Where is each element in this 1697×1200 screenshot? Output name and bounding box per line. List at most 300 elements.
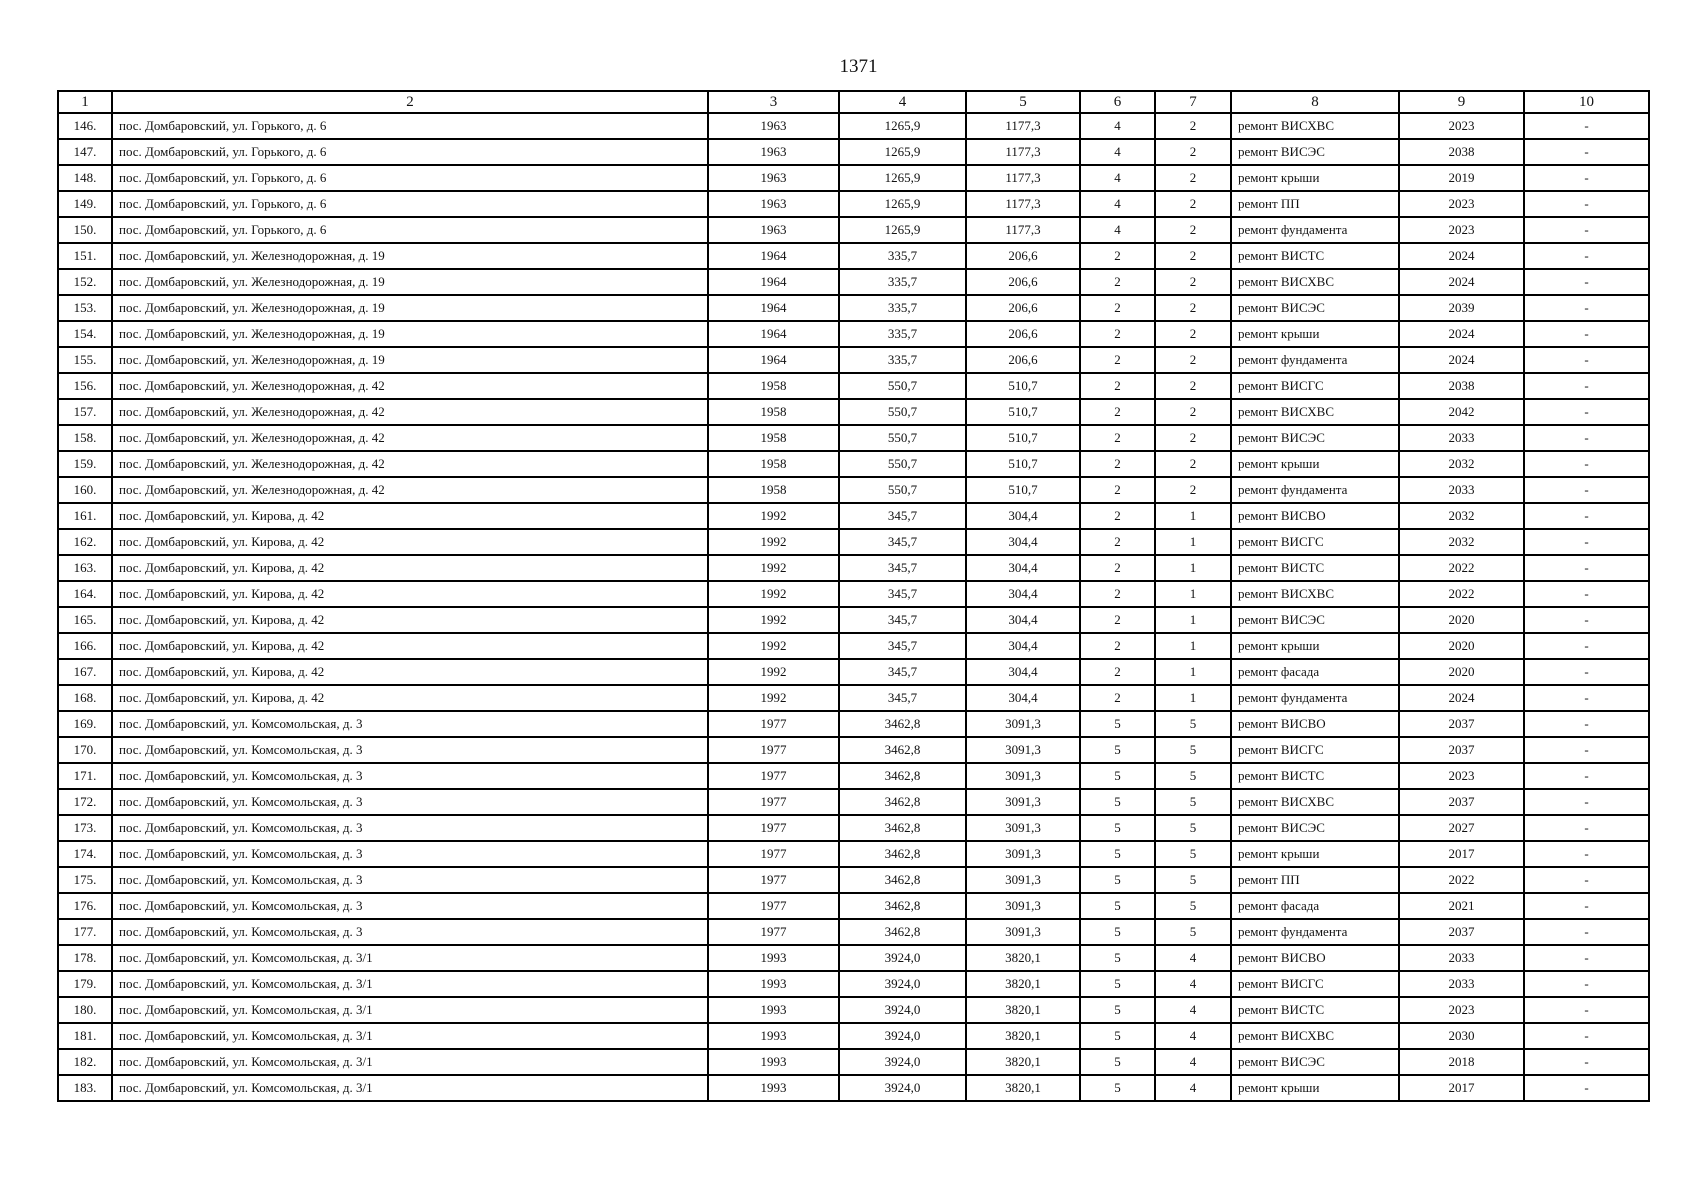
table-cell: 4 bbox=[1080, 139, 1155, 165]
table-cell: 168. bbox=[58, 685, 112, 711]
table-row bbox=[58, 841, 1649, 867]
table-cell: 550,7 bbox=[839, 399, 966, 425]
table-cell: 2024 bbox=[1399, 269, 1524, 295]
table-cell: ремонт ВИСВО bbox=[1231, 503, 1399, 529]
table-cell: ремонт крыши bbox=[1231, 633, 1399, 659]
table-cell: 5 bbox=[1155, 711, 1231, 737]
table-cell: 5 bbox=[1080, 789, 1155, 815]
table-cell: 2020 bbox=[1399, 659, 1524, 685]
table-cell: 550,7 bbox=[839, 451, 966, 477]
table-cell: ремонт ВИСГС bbox=[1231, 373, 1399, 399]
table-cell: 3820,1 bbox=[966, 1049, 1080, 1075]
table-cell: 181. bbox=[58, 1023, 112, 1049]
table-cell: 1993 bbox=[708, 1049, 839, 1075]
table-cell: 3924,0 bbox=[839, 1075, 966, 1101]
table-cell: 1958 bbox=[708, 399, 839, 425]
table-cell: 3462,8 bbox=[839, 841, 966, 867]
table-cell: 160. bbox=[58, 477, 112, 503]
table-cell: 161. bbox=[58, 503, 112, 529]
table-cell: ремонт ВИСТС bbox=[1231, 997, 1399, 1023]
table-cell: - bbox=[1524, 451, 1649, 477]
table-cell: 550,7 bbox=[839, 373, 966, 399]
table-cell: 1963 bbox=[708, 191, 839, 217]
table-cell: ремонт ВИСГС bbox=[1231, 971, 1399, 997]
table-cell: ремонт фундамента bbox=[1231, 685, 1399, 711]
table-cell: 2 bbox=[1155, 373, 1231, 399]
table-cell: 4 bbox=[1155, 971, 1231, 997]
table-cell: 5 bbox=[1080, 867, 1155, 893]
table-cell: 5 bbox=[1080, 1049, 1155, 1075]
table-cell: 4 bbox=[1080, 217, 1155, 243]
table-cell: 2033 bbox=[1399, 477, 1524, 503]
table-cell: 1958 bbox=[708, 373, 839, 399]
table-cell: 2 bbox=[1080, 607, 1155, 633]
table-cell: ремонт фундамента bbox=[1231, 919, 1399, 945]
table-cell: ремонт ВИСГС bbox=[1231, 529, 1399, 555]
table-cell: 1 bbox=[1155, 633, 1231, 659]
table-cell: - bbox=[1524, 347, 1649, 373]
table-cell: 170. bbox=[58, 737, 112, 763]
table-cell: - bbox=[1524, 1023, 1649, 1049]
table-cell: 2037 bbox=[1399, 737, 1524, 763]
table-row bbox=[58, 165, 1649, 191]
table-cell: пос. Домбаровский, ул. Комсомольская, д. 3 bbox=[112, 737, 708, 763]
table-cell: 2 bbox=[1155, 425, 1231, 451]
table-cell: 2 bbox=[1155, 347, 1231, 373]
table-cell: 156. bbox=[58, 373, 112, 399]
table-row bbox=[58, 971, 1649, 997]
table-cell: 2037 bbox=[1399, 789, 1524, 815]
table-row bbox=[58, 789, 1649, 815]
table-cell: 1 bbox=[1155, 529, 1231, 555]
table-row bbox=[58, 529, 1649, 555]
table-cell: пос. Домбаровский, ул. Комсомольская, д. 3/1 bbox=[112, 945, 708, 971]
table-cell: 345,7 bbox=[839, 555, 966, 581]
table-cell: 4 bbox=[1080, 191, 1155, 217]
table-cell: 1977 bbox=[708, 893, 839, 919]
table-cell: 3820,1 bbox=[966, 1075, 1080, 1101]
table-cell: пос. Домбаровский, ул. Горького, д. 6 bbox=[112, 217, 708, 243]
table-cell: - bbox=[1524, 243, 1649, 269]
table-row bbox=[58, 1023, 1649, 1049]
table-cell: 3462,8 bbox=[839, 867, 966, 893]
table-cell: 2020 bbox=[1399, 607, 1524, 633]
table-cell: 5 bbox=[1080, 919, 1155, 945]
page-number: 1371 bbox=[839, 56, 878, 77]
column-header: 5 bbox=[966, 91, 1080, 113]
table-cell: 171. bbox=[58, 763, 112, 789]
column-header: 3 bbox=[708, 91, 839, 113]
table-cell: 1993 bbox=[708, 1075, 839, 1101]
table-cell: 164. bbox=[58, 581, 112, 607]
table-cell: 550,7 bbox=[839, 425, 966, 451]
table-cell: пос. Домбаровский, ул. Комсомольская, д. 3 bbox=[112, 919, 708, 945]
table-cell: пос. Домбаровский, ул. Железнодорожная, д. 19 bbox=[112, 269, 708, 295]
table-row bbox=[58, 555, 1649, 581]
table-cell: пос. Домбаровский, ул. Железнодорожная, д. 19 bbox=[112, 295, 708, 321]
table-cell: - bbox=[1524, 1075, 1649, 1101]
table-row bbox=[58, 191, 1649, 217]
table-header-row bbox=[58, 91, 1649, 113]
table-cell: 1977 bbox=[708, 737, 839, 763]
table-cell: 2023 bbox=[1399, 217, 1524, 243]
table-cell: ремонт ВИСЭС bbox=[1231, 607, 1399, 633]
table-cell: пос. Домбаровский, ул. Железнодорожная, д. 42 bbox=[112, 399, 708, 425]
table-cell: ремонт ВИСХВС bbox=[1231, 581, 1399, 607]
table-cell: 2033 bbox=[1399, 945, 1524, 971]
table-cell: - bbox=[1524, 867, 1649, 893]
table-cell: 1963 bbox=[708, 113, 839, 139]
table-cell: ремонт ВИСГС bbox=[1231, 737, 1399, 763]
table-cell: 149. bbox=[58, 191, 112, 217]
table-cell: 3462,8 bbox=[839, 919, 966, 945]
table-cell: ремонт ВИСЭС bbox=[1231, 295, 1399, 321]
table-cell: 1992 bbox=[708, 503, 839, 529]
table-cell: 2023 bbox=[1399, 997, 1524, 1023]
table-cell: 2023 bbox=[1399, 113, 1524, 139]
table-row bbox=[58, 477, 1649, 503]
table-row bbox=[58, 685, 1649, 711]
table-cell: 1963 bbox=[708, 139, 839, 165]
table-cell: 169. bbox=[58, 711, 112, 737]
table-cell: пос. Домбаровский, ул. Комсомольская, д. 3 bbox=[112, 711, 708, 737]
table-cell: 2030 bbox=[1399, 1023, 1524, 1049]
table-cell: - bbox=[1524, 529, 1649, 555]
table-cell: 304,4 bbox=[966, 607, 1080, 633]
table-cell: 1992 bbox=[708, 659, 839, 685]
table-cell: 345,7 bbox=[839, 503, 966, 529]
table-row bbox=[58, 867, 1649, 893]
table-cell: 2032 bbox=[1399, 451, 1524, 477]
column-header: 6 bbox=[1080, 91, 1155, 113]
table-cell: 4 bbox=[1155, 1075, 1231, 1101]
table-cell: 1993 bbox=[708, 1023, 839, 1049]
table-cell: 2 bbox=[1080, 425, 1155, 451]
table-cell: 2 bbox=[1080, 347, 1155, 373]
table-cell: 1992 bbox=[708, 633, 839, 659]
table-cell: 1 bbox=[1155, 659, 1231, 685]
table-cell: ремонт ВИСЭС bbox=[1231, 815, 1399, 841]
table-cell: - bbox=[1524, 425, 1649, 451]
table-cell: 1265,9 bbox=[839, 139, 966, 165]
table-cell: 2024 bbox=[1399, 243, 1524, 269]
table-cell: 510,7 bbox=[966, 399, 1080, 425]
table-cell: ремонт крыши bbox=[1231, 165, 1399, 191]
table-cell: 2 bbox=[1080, 581, 1155, 607]
table-cell: 3462,8 bbox=[839, 789, 966, 815]
table-cell: 2038 bbox=[1399, 373, 1524, 399]
table-cell: - bbox=[1524, 919, 1649, 945]
table-cell: 4 bbox=[1155, 1023, 1231, 1049]
table-cell: 1964 bbox=[708, 295, 839, 321]
table-cell: 1265,9 bbox=[839, 165, 966, 191]
table-row bbox=[58, 945, 1649, 971]
table-cell: 2 bbox=[1155, 165, 1231, 191]
table-cell: пос. Домбаровский, ул. Комсомольская, д. 3/1 bbox=[112, 971, 708, 997]
table-cell: пос. Домбаровский, ул. Кирова, д. 42 bbox=[112, 581, 708, 607]
table-cell: - bbox=[1524, 399, 1649, 425]
table-cell: 1963 bbox=[708, 165, 839, 191]
table-cell: 178. bbox=[58, 945, 112, 971]
table-cell: 5 bbox=[1080, 815, 1155, 841]
table-cell: пос. Домбаровский, ул. Железнодорожная, д. 42 bbox=[112, 373, 708, 399]
table-cell: 176. bbox=[58, 893, 112, 919]
table-cell: 4 bbox=[1155, 1049, 1231, 1075]
table-cell: 4 bbox=[1080, 165, 1155, 191]
table-cell: 151. bbox=[58, 243, 112, 269]
table-cell: 2 bbox=[1080, 451, 1155, 477]
table-cell: 2033 bbox=[1399, 425, 1524, 451]
table-cell: пос. Домбаровский, ул. Горького, д. 6 bbox=[112, 165, 708, 191]
table-cell: 3091,3 bbox=[966, 815, 1080, 841]
table-cell: 5 bbox=[1080, 945, 1155, 971]
table-cell: 1958 bbox=[708, 451, 839, 477]
table-cell: - bbox=[1524, 711, 1649, 737]
table-cell: ремонт ВИСХВС bbox=[1231, 399, 1399, 425]
table-cell: 4 bbox=[1080, 113, 1155, 139]
table-cell: 157. bbox=[58, 399, 112, 425]
table-cell: - bbox=[1524, 191, 1649, 217]
table-cell: 3820,1 bbox=[966, 1023, 1080, 1049]
table-cell: 1964 bbox=[708, 269, 839, 295]
table-cell: ремонт ВИСТС bbox=[1231, 763, 1399, 789]
table-cell: 2 bbox=[1080, 503, 1155, 529]
table-row bbox=[58, 581, 1649, 607]
table-cell: 153. bbox=[58, 295, 112, 321]
table-row bbox=[58, 347, 1649, 373]
table-cell: ремонт фасада bbox=[1231, 893, 1399, 919]
table-cell: 1977 bbox=[708, 919, 839, 945]
table-cell: - bbox=[1524, 269, 1649, 295]
table-cell: пос. Домбаровский, ул. Кирова, д. 42 bbox=[112, 503, 708, 529]
table-cell: 3091,3 bbox=[966, 841, 1080, 867]
table-row bbox=[58, 295, 1649, 321]
table-cell: ремонт ВИСЭС bbox=[1231, 139, 1399, 165]
table-cell: 3924,0 bbox=[839, 971, 966, 997]
table-cell: 304,4 bbox=[966, 685, 1080, 711]
table-cell: 3462,8 bbox=[839, 737, 966, 763]
table-cell: 1977 bbox=[708, 841, 839, 867]
table-cell: 155. bbox=[58, 347, 112, 373]
table-cell: пос. Домбаровский, ул. Комсомольская, д. 3/1 bbox=[112, 997, 708, 1023]
table-cell: 2019 bbox=[1399, 165, 1524, 191]
table-cell: 3091,3 bbox=[966, 789, 1080, 815]
table-cell: 3091,3 bbox=[966, 711, 1080, 737]
table-cell: 1177,3 bbox=[966, 217, 1080, 243]
table-cell: пос. Домбаровский, ул. Комсомольская, д. 3 bbox=[112, 763, 708, 789]
table-cell: 1977 bbox=[708, 815, 839, 841]
table-row bbox=[58, 997, 1649, 1023]
table-cell: 3091,3 bbox=[966, 737, 1080, 763]
table-cell: - bbox=[1524, 945, 1649, 971]
table-cell: пос. Домбаровский, ул. Комсомольская, д. 3/1 bbox=[112, 1049, 708, 1075]
table-cell: 5 bbox=[1155, 867, 1231, 893]
table-cell: 4 bbox=[1155, 945, 1231, 971]
table-cell: - bbox=[1524, 789, 1649, 815]
table-cell: 2 bbox=[1080, 633, 1155, 659]
table-cell: 2033 bbox=[1399, 971, 1524, 997]
table-cell: 335,7 bbox=[839, 347, 966, 373]
table-cell: 158. bbox=[58, 425, 112, 451]
table-cell: пос. Домбаровский, ул. Кирова, д. 42 bbox=[112, 529, 708, 555]
table-cell: пос. Домбаровский, ул. Горького, д. 6 bbox=[112, 191, 708, 217]
table-cell: ремонт ВИСТС bbox=[1231, 555, 1399, 581]
table-cell: 2 bbox=[1080, 477, 1155, 503]
table-cell: 3820,1 bbox=[966, 945, 1080, 971]
table-cell: 5 bbox=[1155, 841, 1231, 867]
table-row bbox=[58, 503, 1649, 529]
table-row bbox=[58, 737, 1649, 763]
table-row bbox=[58, 451, 1649, 477]
table-cell: 5 bbox=[1155, 893, 1231, 919]
table-cell: 335,7 bbox=[839, 243, 966, 269]
table-cell: 152. bbox=[58, 269, 112, 295]
table-cell: пос. Домбаровский, ул. Комсомольская, д. 3 bbox=[112, 867, 708, 893]
table-cell: 3462,8 bbox=[839, 711, 966, 737]
table-cell: 154. bbox=[58, 321, 112, 347]
table-cell: 3462,8 bbox=[839, 763, 966, 789]
column-header: 7 bbox=[1155, 91, 1231, 113]
table-cell: 335,7 bbox=[839, 269, 966, 295]
table-cell: 1964 bbox=[708, 321, 839, 347]
table-cell: 1993 bbox=[708, 945, 839, 971]
column-header: 9 bbox=[1399, 91, 1524, 113]
table-cell: 1992 bbox=[708, 555, 839, 581]
table-cell: 2 bbox=[1155, 243, 1231, 269]
table-cell: 2021 bbox=[1399, 893, 1524, 919]
table-cell: 2023 bbox=[1399, 763, 1524, 789]
table-cell: - bbox=[1524, 295, 1649, 321]
table-cell: - bbox=[1524, 503, 1649, 529]
table-cell: 1177,3 bbox=[966, 191, 1080, 217]
table-row bbox=[58, 373, 1649, 399]
table-row bbox=[58, 139, 1649, 165]
table-cell: 3924,0 bbox=[839, 997, 966, 1023]
table-cell: 304,4 bbox=[966, 555, 1080, 581]
table-cell: 3924,0 bbox=[839, 1049, 966, 1075]
table-cell: 5 bbox=[1080, 893, 1155, 919]
table-cell: 2017 bbox=[1399, 841, 1524, 867]
table-cell: 1964 bbox=[708, 243, 839, 269]
table-cell: 1 bbox=[1155, 555, 1231, 581]
table-cell: 304,4 bbox=[966, 503, 1080, 529]
table-cell: 2 bbox=[1155, 321, 1231, 347]
table-cell: - bbox=[1524, 373, 1649, 399]
table-cell: 1964 bbox=[708, 347, 839, 373]
table-cell: ремонт ВИСВО bbox=[1231, 945, 1399, 971]
table-cell: - bbox=[1524, 685, 1649, 711]
table-cell: пос. Домбаровский, ул. Горького, д. 6 bbox=[112, 139, 708, 165]
table-cell: пос. Домбаровский, ул. Железнодорожная, д. 42 bbox=[112, 477, 708, 503]
table-cell: 183. bbox=[58, 1075, 112, 1101]
table-cell: ремонт ВИСХВС bbox=[1231, 269, 1399, 295]
table-cell: 2022 bbox=[1399, 867, 1524, 893]
table-cell: 5 bbox=[1155, 737, 1231, 763]
table-cell: 206,6 bbox=[966, 243, 1080, 269]
table-cell: 345,7 bbox=[839, 633, 966, 659]
table-cell: - bbox=[1524, 581, 1649, 607]
table-cell: 159. bbox=[58, 451, 112, 477]
table-cell: ремонт ВИСТС bbox=[1231, 243, 1399, 269]
table-cell: - bbox=[1524, 893, 1649, 919]
table-cell: 345,7 bbox=[839, 529, 966, 555]
table-cell: 2 bbox=[1080, 269, 1155, 295]
table-cell: 345,7 bbox=[839, 607, 966, 633]
table-cell: 2024 bbox=[1399, 347, 1524, 373]
table-cell: пос. Домбаровский, ул. Комсомольская, д. 3 bbox=[112, 893, 708, 919]
table-cell: 2 bbox=[1155, 477, 1231, 503]
table-cell: 5 bbox=[1080, 1075, 1155, 1101]
table-cell: 304,4 bbox=[966, 581, 1080, 607]
table-row bbox=[58, 425, 1649, 451]
table-cell: 206,6 bbox=[966, 295, 1080, 321]
table-cell: 2 bbox=[1155, 295, 1231, 321]
table-cell: 1977 bbox=[708, 789, 839, 815]
table-cell: 2 bbox=[1155, 139, 1231, 165]
table-cell: пос. Домбаровский, ул. Кирова, д. 42 bbox=[112, 555, 708, 581]
table-cell: 1265,9 bbox=[839, 217, 966, 243]
table-row bbox=[58, 399, 1649, 425]
table-cell: 1977 bbox=[708, 763, 839, 789]
table-cell: 2 bbox=[1080, 555, 1155, 581]
table-cell: 5 bbox=[1155, 763, 1231, 789]
table-cell: 345,7 bbox=[839, 581, 966, 607]
table-cell: пос. Домбаровский, ул. Комсомольская, д. 3 bbox=[112, 815, 708, 841]
table-cell: 1992 bbox=[708, 685, 839, 711]
table-cell: 304,4 bbox=[966, 659, 1080, 685]
table-row bbox=[58, 243, 1649, 269]
table-cell: 510,7 bbox=[966, 425, 1080, 451]
table-row bbox=[58, 1049, 1649, 1075]
table-cell: 3820,1 bbox=[966, 971, 1080, 997]
table-cell: 550,7 bbox=[839, 477, 966, 503]
table-cell: 335,7 bbox=[839, 321, 966, 347]
table-cell: 4 bbox=[1155, 997, 1231, 1023]
table-cell: 510,7 bbox=[966, 451, 1080, 477]
table-cell: - bbox=[1524, 165, 1649, 191]
table-cell: 5 bbox=[1080, 971, 1155, 997]
table-cell: 166. bbox=[58, 633, 112, 659]
table-cell: 2022 bbox=[1399, 581, 1524, 607]
table-cell: ремонт ВИСХВС bbox=[1231, 789, 1399, 815]
table-cell: 2 bbox=[1155, 399, 1231, 425]
table-cell: пос. Домбаровский, ул. Комсомольская, д. 3 bbox=[112, 789, 708, 815]
table-cell: 5 bbox=[1155, 919, 1231, 945]
table-cell: 1177,3 bbox=[966, 139, 1080, 165]
table-cell: 1 bbox=[1155, 685, 1231, 711]
table-cell: 1992 bbox=[708, 529, 839, 555]
table-row bbox=[58, 659, 1649, 685]
table-cell: 206,6 bbox=[966, 347, 1080, 373]
table-row bbox=[58, 763, 1649, 789]
table-cell: 3462,8 bbox=[839, 815, 966, 841]
table-cell: 2023 bbox=[1399, 191, 1524, 217]
table-cell: 510,7 bbox=[966, 373, 1080, 399]
table-cell: 1177,3 bbox=[966, 165, 1080, 191]
table-cell: 1993 bbox=[708, 971, 839, 997]
table-cell: ремонт крыши bbox=[1231, 451, 1399, 477]
table-cell: - bbox=[1524, 607, 1649, 633]
table-cell: 2 bbox=[1080, 685, 1155, 711]
table-row bbox=[58, 893, 1649, 919]
table-cell: 5 bbox=[1080, 1023, 1155, 1049]
table-cell: пос. Домбаровский, ул. Железнодорожная, д. 42 bbox=[112, 425, 708, 451]
table-cell: - bbox=[1524, 113, 1649, 139]
table-cell: ремонт ПП bbox=[1231, 867, 1399, 893]
table-cell: 2024 bbox=[1399, 321, 1524, 347]
table-cell: 3820,1 bbox=[966, 997, 1080, 1023]
table-cell: 3462,8 bbox=[839, 893, 966, 919]
